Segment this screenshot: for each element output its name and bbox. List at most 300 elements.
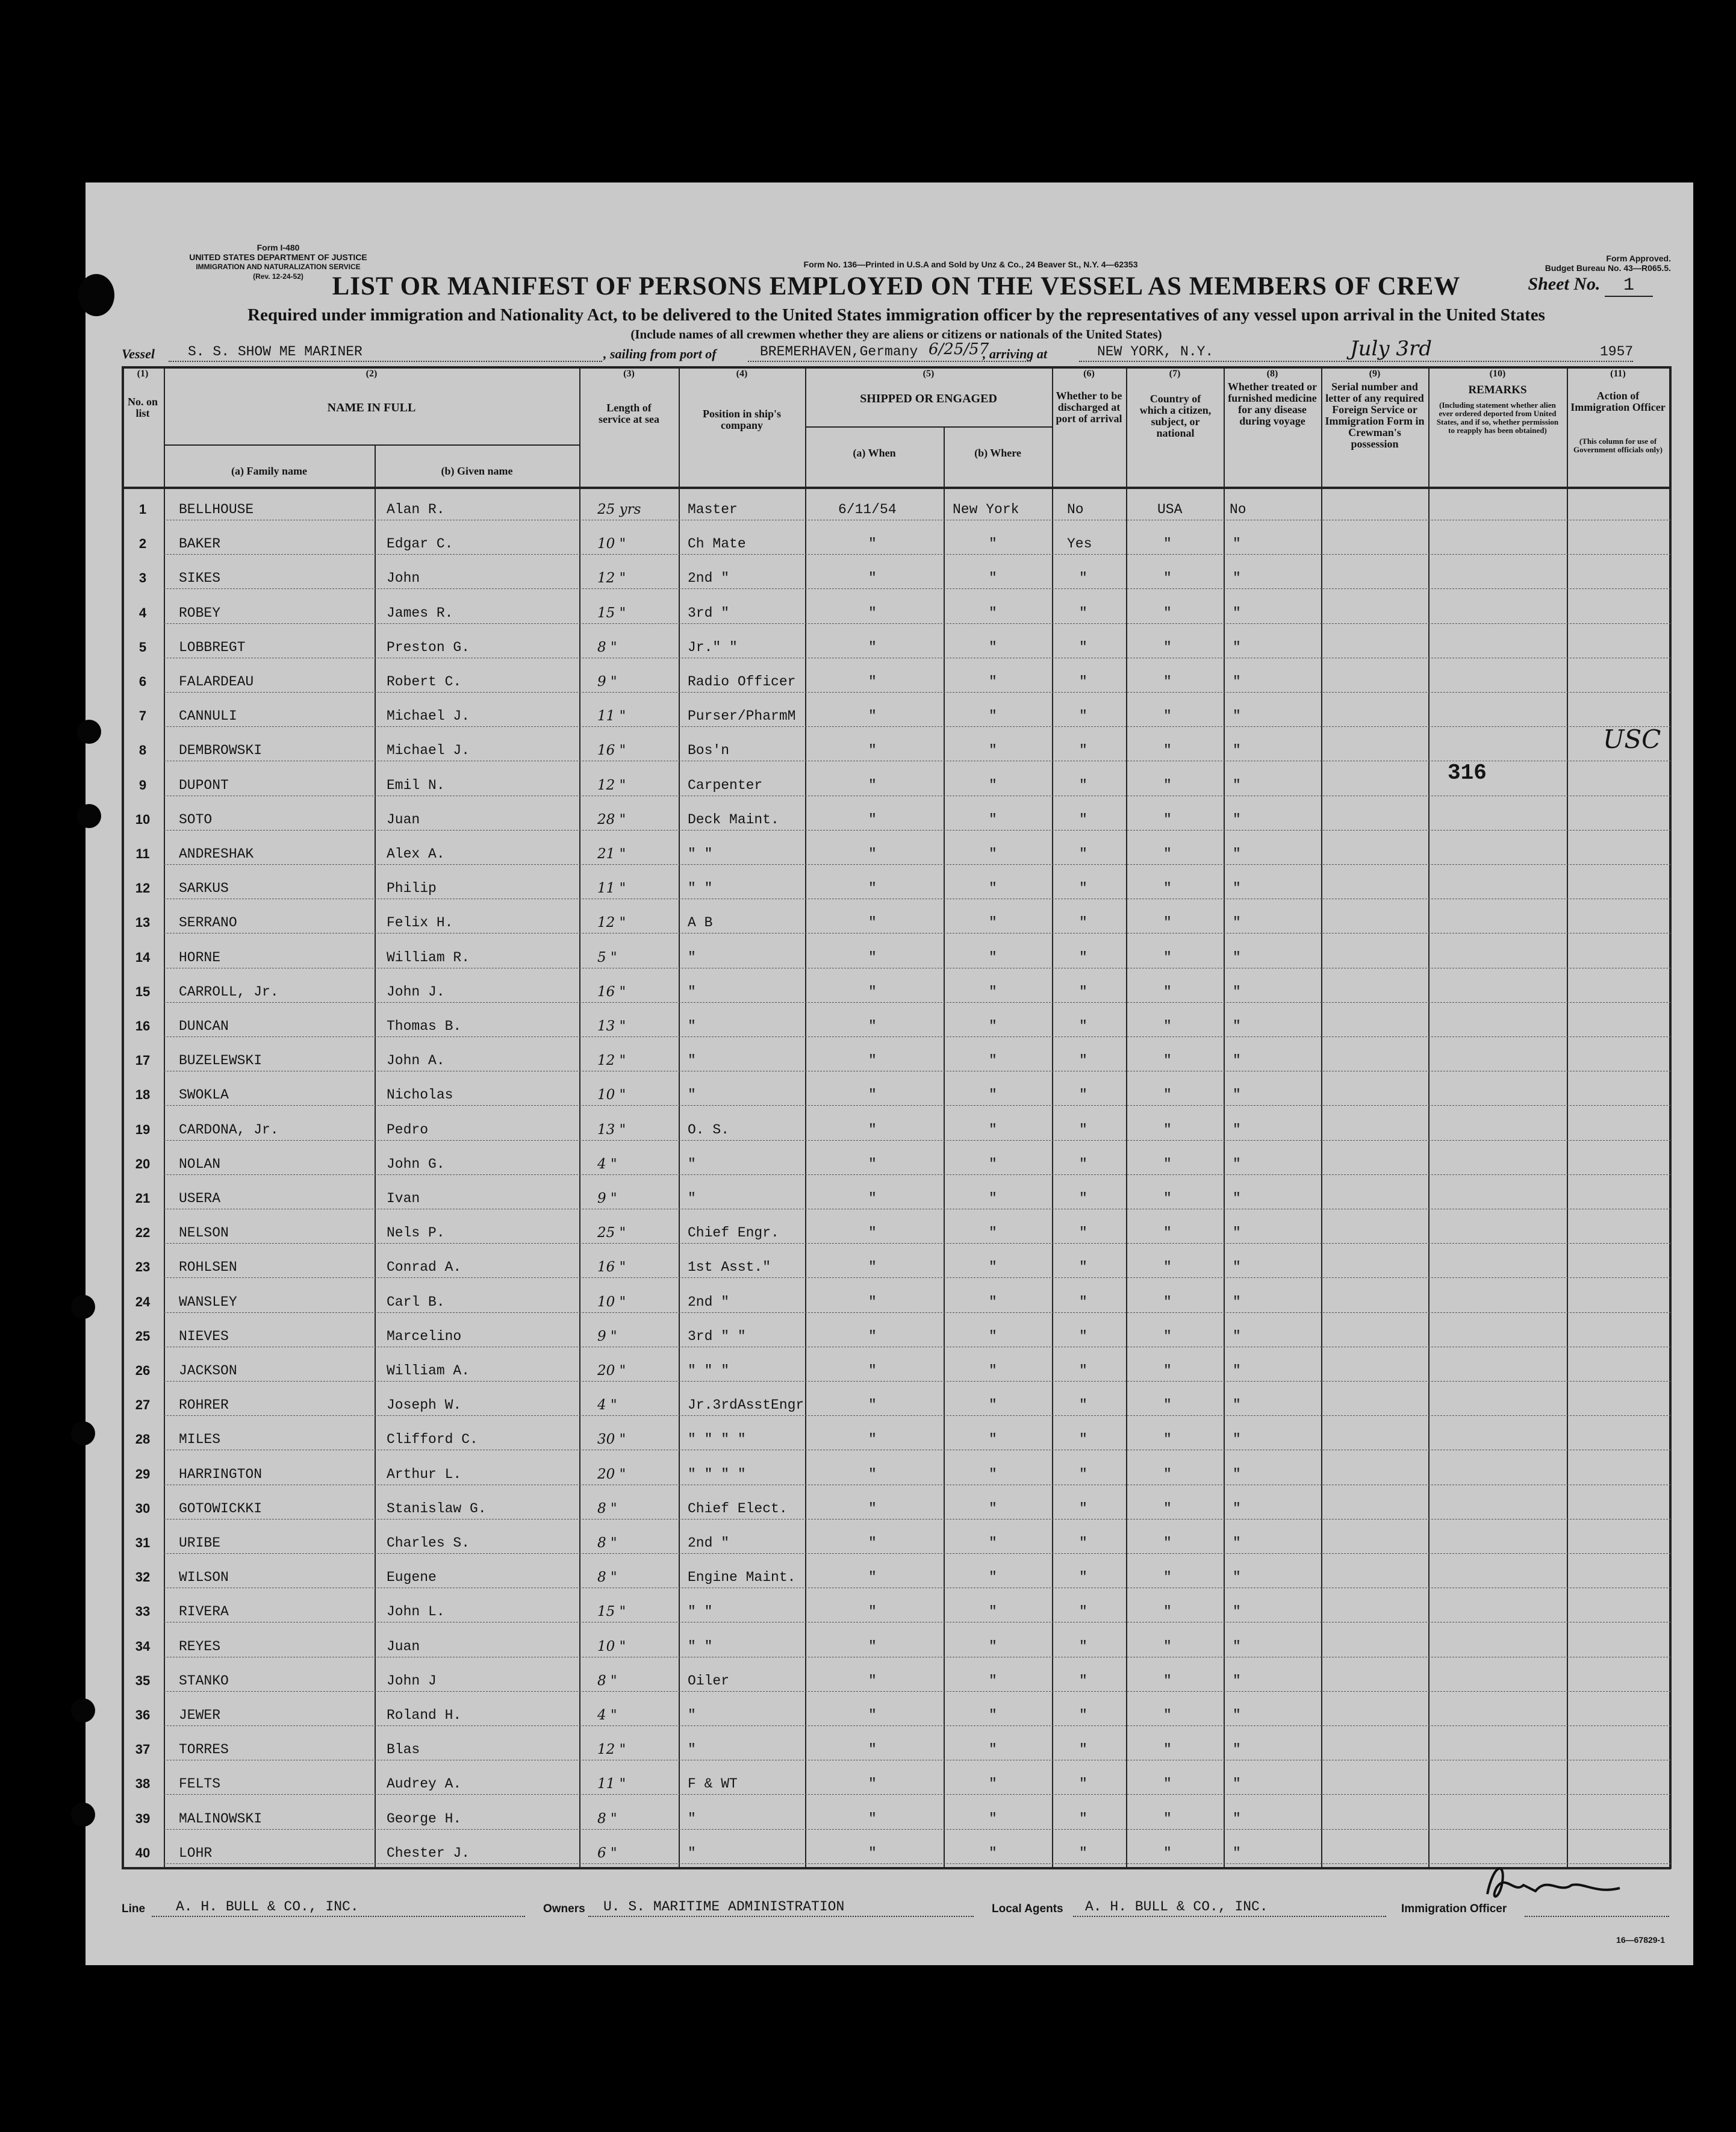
col-11-number: (11) — [1610, 369, 1626, 379]
position: 2nd " — [688, 1294, 730, 1310]
row-number: 14 — [135, 949, 151, 965]
position: " " " " — [688, 1466, 746, 1482]
col-header-discharged: Whether to be discharged at port of arrival — [1056, 390, 1122, 425]
position: 3rd " " — [688, 1328, 746, 1344]
table-row — [122, 1489, 1671, 1523]
family-name: STANKO — [179, 1672, 229, 1689]
length-of-service: 8 " — [597, 1810, 617, 1827]
position: 2nd " — [688, 570, 730, 587]
budget-bureau: Budget Bureau No. 43—R065.5. — [1545, 263, 1671, 273]
family-name: URIBE — [179, 1535, 221, 1551]
length-of-service: 25 yrs — [597, 502, 641, 517]
given-name: Nels P. — [387, 1225, 445, 1241]
family-name: LOHR — [179, 1845, 213, 1861]
position: Jr." " — [688, 639, 738, 655]
medicine: " — [1233, 811, 1241, 828]
discharged: " — [1079, 570, 1087, 587]
family-name: JEWER — [179, 1707, 221, 1723]
given-name: John A. — [387, 1053, 445, 1069]
family-name: SOTO — [179, 811, 213, 828]
family-name: HORNE — [179, 949, 221, 965]
table-row — [122, 1144, 1671, 1179]
row-number: 17 — [135, 1053, 151, 1068]
sheet-number: 1 — [1605, 275, 1653, 297]
table-row — [122, 1799, 1671, 1833]
family-name: ROHLSEN — [179, 1259, 237, 1276]
col-4-number: (4) — [736, 369, 748, 379]
medicine: " — [1233, 1672, 1241, 1689]
length-of-service: 6 " — [597, 1845, 617, 1861]
position: Radio Officer — [688, 674, 796, 690]
discharged: " — [1079, 811, 1087, 828]
col-header-remarks-note: (Including statement whether alien ever ordered deported from United States, and if so, whether permission to reapply has been obtained) — [1436, 401, 1559, 435]
country: " — [1163, 1363, 1172, 1379]
position: F & WT — [688, 1776, 738, 1792]
country: " — [1163, 743, 1172, 759]
service-name: IMMIGRATION AND NATURALIZATION SERVICE — [196, 263, 361, 271]
medicine: " — [1233, 1294, 1241, 1310]
owners-value: U. S. MARITIME ADMINISTRATION — [603, 1899, 845, 1915]
medicine: No — [1230, 502, 1246, 517]
country: " — [1163, 1156, 1172, 1172]
table-row — [122, 490, 1671, 524]
shipped-where: " — [989, 1156, 997, 1172]
family-name: HARRINGTON — [179, 1466, 263, 1482]
family-name: NOLAN — [179, 1156, 221, 1172]
col-9-number: (9) — [1369, 369, 1381, 379]
length-of-service: 12 " — [597, 1053, 626, 1069]
length-of-service: 20 " — [597, 1466, 626, 1482]
shipped-where: " — [989, 1500, 997, 1516]
shipped-when: " — [868, 1776, 877, 1792]
shipped-when: " — [868, 743, 877, 759]
given-name: Preston G. — [387, 639, 470, 655]
given-name: Conrad A. — [387, 1259, 462, 1276]
col-header-medicine: Whether treated or furnished medicine for any disease during voyage — [1227, 381, 1318, 427]
given-name: Ivan — [387, 1191, 420, 1206]
shipped-where: " — [989, 915, 997, 931]
position: " " " " — [688, 1432, 746, 1448]
discharged: " — [1079, 1776, 1087, 1792]
medicine: " — [1233, 846, 1241, 862]
length-of-service: 10 " — [597, 1638, 626, 1654]
table-row — [122, 1213, 1671, 1247]
row-number: 25 — [135, 1328, 151, 1344]
shipped-where: " — [989, 777, 997, 793]
medicine: " — [1233, 1466, 1241, 1482]
row-number: 32 — [135, 1569, 151, 1585]
shipped-where: " — [989, 536, 997, 552]
family-name: ROBEY — [179, 605, 221, 621]
table-row — [122, 1833, 1671, 1868]
discharged: " — [1079, 1500, 1087, 1516]
row-number: 23 — [135, 1259, 151, 1275]
country: " — [1163, 1638, 1172, 1654]
discharged: " — [1079, 949, 1087, 965]
position: Carpenter — [688, 777, 763, 793]
col-header-serial: Serial number and letter of any required Foreign Service or Immigration Form in Crewman's possession — [1325, 381, 1425, 450]
table-row — [122, 765, 1671, 800]
medicine: " — [1233, 570, 1241, 587]
position: " — [688, 1087, 696, 1103]
medicine: " — [1233, 1569, 1241, 1586]
shipped-when: " — [868, 605, 877, 621]
col-header-country: Country of which a citizen, subject, or national — [1139, 393, 1212, 439]
family-name: SARKUS — [179, 881, 229, 897]
length-of-service: 13 " — [597, 1018, 626, 1034]
discharged: " — [1079, 1121, 1087, 1138]
family-name: DUNCAN — [179, 1018, 229, 1034]
discharged: Yes — [1067, 536, 1092, 552]
given-name: Pedro — [387, 1121, 429, 1138]
family-name: WANSLEY — [179, 1294, 237, 1310]
length-of-service: 12 " — [597, 915, 626, 931]
col-2-number: (2) — [366, 369, 378, 379]
discharged: " — [1079, 1294, 1087, 1310]
shipped-when: " — [868, 983, 877, 1000]
vessel-line — [122, 337, 1671, 363]
given-name: Juan — [387, 811, 420, 828]
discharged: " — [1079, 1638, 1087, 1654]
table-row — [122, 1041, 1671, 1075]
table-row — [122, 696, 1671, 731]
shipped-where: " — [989, 743, 997, 759]
given-name: John G. — [387, 1156, 445, 1172]
table-row — [122, 558, 1671, 593]
given-name: John — [387, 570, 420, 587]
footer-line — [122, 1898, 1671, 1922]
country: " — [1163, 536, 1172, 552]
row-number: 21 — [135, 1191, 151, 1206]
department-name: UNITED STATES DEPARTMENT OF JUSTICE — [189, 252, 367, 262]
shipped-where: " — [989, 1466, 997, 1482]
given-name: Alex A. — [387, 846, 445, 862]
row-number: 7 — [138, 708, 147, 724]
shipped-when: " — [868, 1156, 877, 1172]
length-of-service: 8 " — [597, 1569, 617, 1586]
table-row — [122, 1695, 1671, 1730]
country: " — [1163, 881, 1172, 897]
col-header-where: (b) Where — [974, 447, 1021, 459]
family-name: NELSON — [179, 1225, 229, 1241]
shipped-when: " — [868, 1121, 877, 1138]
shipped-when: " — [868, 1604, 877, 1620]
given-name: Audrey A. — [387, 1776, 462, 1792]
medicine: " — [1233, 1225, 1241, 1241]
country: " — [1163, 1328, 1172, 1344]
family-name: GOTOWICKKI — [179, 1500, 263, 1516]
position: " " — [688, 846, 713, 862]
length-of-service: 9 " — [597, 674, 617, 690]
family-name: FELTS — [179, 1776, 221, 1792]
given-name: Arthur L. — [387, 1466, 462, 1482]
shipped-where: " — [989, 1845, 997, 1861]
family-name: CARDONA, Jr. — [179, 1121, 279, 1138]
position: Bos'n — [688, 743, 730, 759]
punch-hole — [78, 274, 114, 316]
discharged: " — [1079, 915, 1087, 931]
table-row — [122, 903, 1671, 937]
family-name: ROHRER — [179, 1397, 229, 1414]
country: " — [1163, 949, 1172, 965]
family-name: TORRES — [179, 1742, 229, 1758]
arrival-date: July 3rd — [1350, 337, 1433, 361]
position: " — [688, 1707, 696, 1723]
sailing-label: , sailing from port of — [603, 346, 717, 361]
discharged: " — [1079, 743, 1087, 759]
given-name: Thomas B. — [387, 1018, 462, 1034]
shipped-when: " — [868, 570, 877, 587]
discharged: " — [1079, 1535, 1087, 1551]
position: Engine Maint. — [688, 1569, 796, 1586]
medicine: " — [1233, 1604, 1241, 1620]
table-row — [122, 1592, 1671, 1626]
row-number: 33 — [135, 1604, 151, 1619]
row-number: 40 — [135, 1845, 151, 1860]
family-name: LOBBREGT — [179, 639, 246, 655]
shipped-when: " — [868, 1742, 877, 1758]
col-1-number: (1) — [137, 369, 149, 379]
punch-hole — [71, 1295, 95, 1319]
col-header-remarks: REMARKS — [1468, 384, 1527, 396]
officer-signature — [1481, 1858, 1626, 1913]
crew-manifest-form — [122, 243, 1671, 1945]
given-name: Nicholas — [387, 1087, 453, 1103]
length-of-service: 5 " — [597, 949, 617, 965]
arriving-label: , arriving at — [983, 346, 1047, 361]
medicine: " — [1233, 1363, 1241, 1379]
table-row — [122, 1075, 1671, 1109]
shipped-when: " — [868, 708, 877, 725]
medicine: " — [1233, 1742, 1241, 1758]
position: " — [688, 1191, 696, 1206]
row-number: 22 — [135, 1225, 151, 1241]
family-name: CARROLL, Jr. — [179, 983, 279, 1000]
shipped-where: " — [989, 1707, 997, 1723]
discharged: " — [1079, 1810, 1087, 1827]
shipped-where: " — [989, 1672, 997, 1689]
given-name: John L. — [387, 1604, 445, 1620]
row-number: 38 — [135, 1776, 151, 1792]
length-of-service: 28 " — [597, 811, 626, 828]
departure-date: 6/25/57 — [929, 340, 989, 358]
shipped-when: 6/11/54 — [838, 502, 897, 517]
medicine: " — [1233, 605, 1241, 621]
agents-value: A. H. BULL & CO., INC. — [1085, 1899, 1268, 1915]
medicine: " — [1233, 881, 1241, 897]
country: " — [1163, 1432, 1172, 1448]
length-of-service: 8 " — [597, 1535, 617, 1551]
discharged: " — [1079, 1432, 1087, 1448]
subtitle: Required under immigration and Nationality Act, to be delivered to the United States immigration officer by the representatives of any vessel upon arrival in the United States — [247, 305, 1545, 325]
punch-hole — [77, 804, 101, 828]
family-name: BUZELEWSKI — [179, 1053, 263, 1069]
country: " — [1163, 1294, 1172, 1310]
position: " — [688, 1845, 696, 1861]
length-of-service: 8 " — [597, 1672, 617, 1689]
approval-block — [1478, 254, 1671, 273]
given-name: John J — [387, 1672, 437, 1689]
vessel-label: Vessel — [122, 346, 155, 361]
length-of-service: 4 " — [597, 1397, 617, 1414]
officer-label: Immigration Officer — [1401, 1903, 1507, 1915]
given-name: Carl B. — [387, 1294, 445, 1310]
owners-label: Owners — [543, 1903, 585, 1915]
shipped-where: " — [989, 1432, 997, 1448]
discharged: " — [1079, 1053, 1087, 1069]
medicine: " — [1233, 1535, 1241, 1551]
table-row — [122, 524, 1671, 558]
medicine: " — [1233, 1259, 1241, 1276]
row-number: 5 — [138, 639, 147, 655]
shipped-when: " — [868, 1087, 877, 1103]
country: " — [1163, 1845, 1172, 1861]
length-of-service: 20 " — [597, 1363, 626, 1379]
position: " — [688, 1742, 696, 1758]
discharged: " — [1079, 1156, 1087, 1172]
col-header-when: (a) When — [853, 447, 896, 459]
discharged: " — [1079, 881, 1087, 897]
shipped-where: " — [989, 1294, 997, 1310]
col-3-number: (3) — [623, 369, 635, 379]
given-name: George H. — [387, 1810, 462, 1827]
table-row — [122, 1247, 1671, 1282]
given-name: Chester J. — [387, 1845, 470, 1861]
country: " — [1163, 1672, 1172, 1689]
family-name: NIEVES — [179, 1328, 229, 1344]
row-number: 2 — [138, 536, 147, 552]
arrival-port: NEW YORK, N.Y. — [1097, 344, 1214, 360]
country: " — [1163, 1810, 1172, 1827]
table-row — [122, 1730, 1671, 1764]
shipped-when: " — [868, 777, 877, 793]
col-7-number: (7) — [1169, 369, 1181, 379]
shipped-where: " — [989, 1018, 997, 1034]
col-header-action-note: (This column for use of Government officials only) — [1573, 437, 1663, 454]
country: " — [1163, 570, 1172, 587]
country: " — [1163, 915, 1172, 931]
given-name: Clifford C. — [387, 1432, 478, 1448]
position: A B — [688, 915, 713, 931]
discharged: " — [1079, 674, 1087, 690]
discharged: " — [1079, 1225, 1087, 1241]
position: Master — [688, 502, 738, 517]
position: " — [688, 949, 696, 965]
length-of-service: 12 " — [597, 570, 626, 587]
col-5-number: (5) — [922, 369, 935, 379]
col-header-position: Position in ship's company — [702, 408, 782, 431]
punch-hole — [71, 1421, 95, 1445]
length-of-service: 11 " — [597, 881, 626, 897]
medicine: " — [1233, 1018, 1241, 1034]
length-of-service: 10 " — [597, 536, 626, 552]
shipped-where: " — [989, 1535, 997, 1551]
country: " — [1163, 1397, 1172, 1414]
given-name: Michael J. — [387, 708, 470, 725]
row-number: 6 — [138, 674, 147, 689]
col-header-service: Length of service at sea — [599, 402, 659, 425]
medicine: " — [1233, 983, 1241, 1000]
revision-date: (Rev. 12-24-52) — [253, 272, 303, 281]
given-name: Blas — [387, 1742, 420, 1758]
medicine: " — [1233, 949, 1241, 965]
length-of-service: 13 " — [597, 1121, 626, 1138]
length-of-service: 25 " — [597, 1225, 626, 1241]
country: " — [1163, 605, 1172, 621]
row-number: 11 — [135, 846, 150, 861]
medicine: " — [1233, 708, 1241, 725]
length-of-service: 8 " — [597, 1500, 617, 1516]
shipped-where: " — [989, 846, 997, 862]
table-row — [122, 1006, 1671, 1041]
length-of-service: 11 " — [597, 708, 626, 725]
shipped-where: " — [989, 605, 997, 621]
table-row — [122, 731, 1671, 765]
shipped-when: " — [868, 639, 877, 655]
position: Purser/PharmM — [688, 708, 796, 725]
table-row — [122, 800, 1671, 834]
position: 2nd " — [688, 1535, 730, 1551]
country: " — [1163, 983, 1172, 1000]
country: " — [1163, 1121, 1172, 1138]
table-row — [122, 1179, 1671, 1213]
row-number: 18 — [135, 1087, 151, 1103]
given-name: Marcelino — [387, 1328, 462, 1344]
table-row — [122, 1454, 1671, 1489]
given-name: Juan — [387, 1638, 420, 1654]
col-header-name: NAME IN FULL — [327, 401, 416, 414]
row-number: 1 — [138, 502, 147, 517]
length-of-service: 12 " — [597, 777, 626, 793]
given-name: Michael J. — [387, 743, 470, 759]
medicine: " — [1233, 1121, 1241, 1138]
given-name: Philip — [387, 881, 437, 897]
country: " — [1163, 1191, 1172, 1206]
family-name: SWOKLA — [179, 1087, 229, 1103]
discharged: " — [1079, 1363, 1087, 1379]
medicine: " — [1233, 1776, 1241, 1792]
row-number: 27 — [135, 1397, 151, 1413]
shipped-when: " — [868, 1569, 877, 1586]
length-of-service: 10 " — [597, 1294, 626, 1310]
family-name: MALINOWSKI — [179, 1810, 263, 1827]
family-name: FALARDEAU — [179, 674, 254, 690]
shipped-when: " — [868, 949, 877, 965]
table-row — [122, 1110, 1671, 1144]
shipped-where: " — [989, 1742, 997, 1758]
country: " — [1163, 674, 1172, 690]
discharged: No — [1067, 502, 1084, 517]
family-name: BELLHOUSE — [179, 502, 254, 517]
line-value: A. H. BULL & CO., INC. — [176, 1899, 359, 1915]
table-row — [122, 1661, 1671, 1695]
agents-label: Local Agents — [992, 1903, 1063, 1915]
shipped-where: " — [989, 639, 997, 655]
shipped-when: " — [868, 811, 877, 828]
position: 3rd " — [688, 605, 730, 621]
country: " — [1163, 1535, 1172, 1551]
row-number: 29 — [135, 1466, 151, 1482]
given-name: Roland H. — [387, 1707, 462, 1723]
shipped-when: " — [868, 1535, 877, 1551]
given-name: Emil N. — [387, 777, 445, 793]
position: " " — [688, 881, 713, 897]
discharged: " — [1079, 1672, 1087, 1689]
medicine: " — [1233, 639, 1241, 655]
row-number: 36 — [135, 1707, 151, 1722]
family-name: USERA — [179, 1191, 221, 1206]
shipped-where: " — [989, 1776, 997, 1792]
